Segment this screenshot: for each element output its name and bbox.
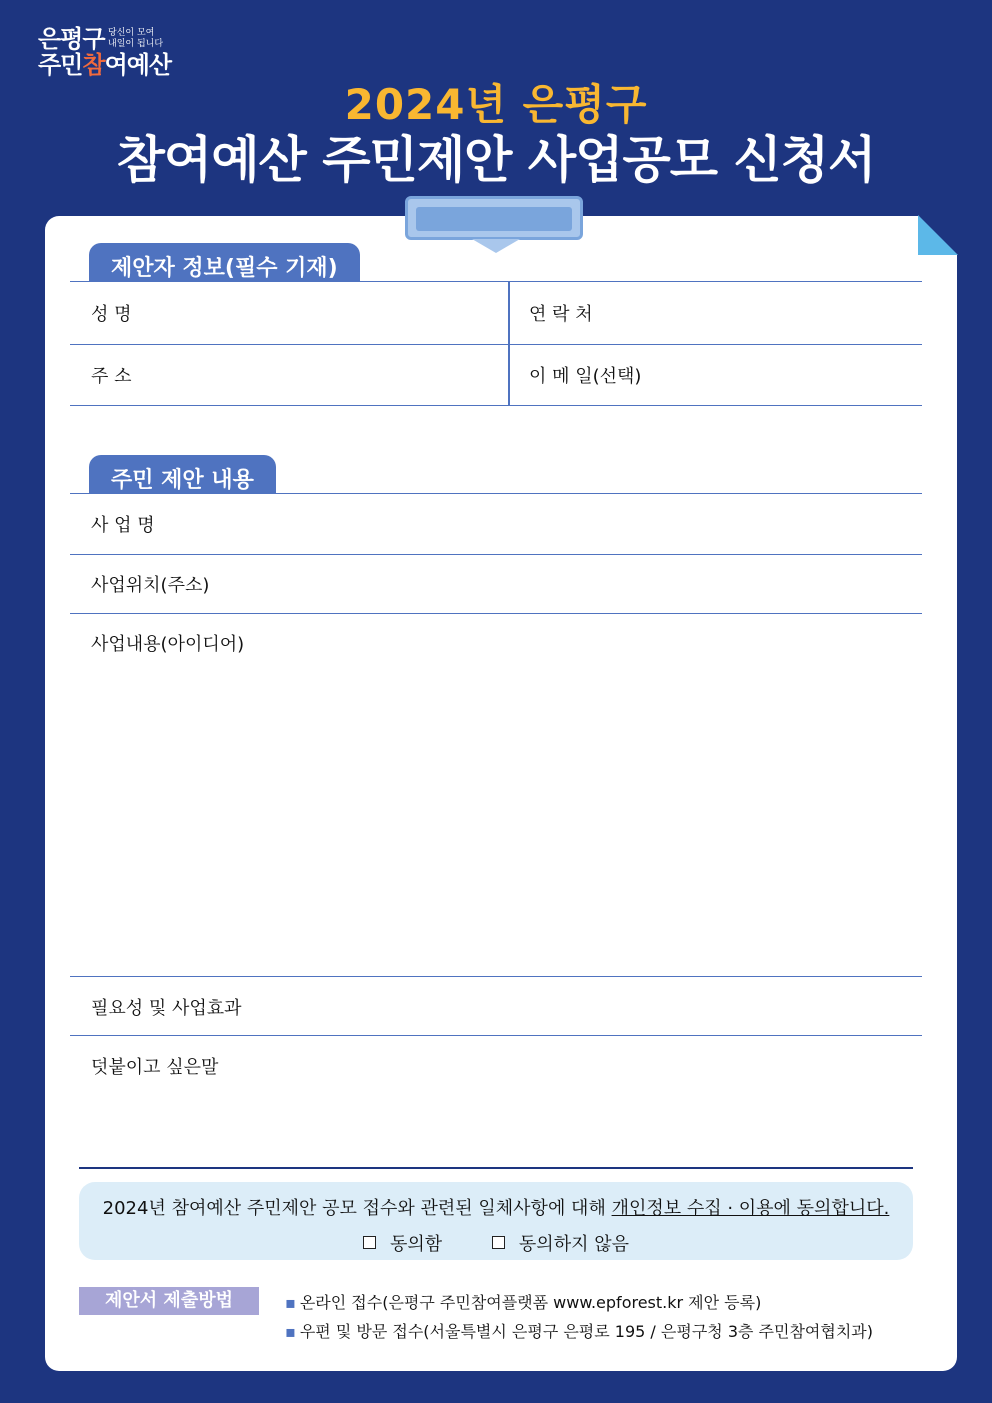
name-label: 성 명 [91, 304, 132, 325]
logo-line2-accent: 참 [82, 51, 105, 79]
consent-box [79, 1182, 913, 1260]
clip-decoration [405, 196, 583, 240]
divider [70, 344, 922, 345]
year-title: 2024년 은평구 [344, 80, 648, 129]
consent-message: 2024년 참여예산 주민제안 공모 접수와 관련된 일체사항에 대해 개인정보 수집 · 이용에 동의합니다. [102, 1198, 890, 1219]
submission-method-mail: ▪ 우편 및 방문 접수(서울특별시 은평구 은평로 195 / 은평구청 3층 주민참여협치과) [285, 1322, 873, 1341]
logo-tagline-2: 내일이 됩니다 [108, 39, 164, 49]
disagree-checkbox[interactable] [492, 1236, 505, 1249]
project-content-label: 사업내용(아이디어) [91, 634, 245, 655]
divider [70, 613, 922, 614]
consent-divider [79, 1167, 913, 1169]
divider [70, 281, 922, 282]
divider [70, 405, 922, 406]
bullet-icon: ▪ [285, 1293, 296, 1312]
form-sheet [45, 216, 957, 1371]
divider [70, 1035, 922, 1036]
divider [70, 976, 922, 977]
agree-option[interactable]: 동의함 [363, 1230, 442, 1256]
main-title: 참여예산 주민제안 사업공모 신청서 [116, 131, 876, 189]
project-location-label: 사업위치(주소) [91, 575, 210, 596]
remarks-label: 덧붙이고 싶은말 [91, 1057, 219, 1078]
logo-tagline [108, 28, 163, 50]
proposal-content-tab: 주민 제안 내용 [89, 455, 276, 493]
column-divider [508, 281, 510, 405]
submission-method-tab: 제안서 제출방법 [79, 1287, 259, 1315]
email-label: 이 메 일(선택) [529, 366, 642, 387]
submission-method-online: ▪ 온라인 접수(은평구 주민참여플랫폼 www.epforest.kr 제안 등록) [285, 1293, 762, 1312]
address-label: 주 소 [91, 366, 132, 387]
page-fold [918, 215, 958, 255]
proposer-info-tab: 제안자 정보(필수 기재) [89, 243, 360, 281]
divider [70, 554, 922, 555]
bullet-icon: ▪ [285, 1322, 296, 1341]
necessity-label: 필요성 및 사업효과 [91, 998, 242, 1019]
logo-line1: 은평구 [38, 25, 105, 53]
logo-tagline-1: 당신이 모여 [108, 28, 155, 38]
disagree-option[interactable]: 동의하지 않음 [492, 1230, 629, 1256]
logo [38, 26, 171, 78]
divider [70, 493, 922, 494]
consent-options [79, 1230, 913, 1256]
logo-line2-pre: 주민 [38, 51, 83, 79]
agree-checkbox[interactable] [363, 1236, 376, 1249]
consent-message-underlined: 개인정보 수집 · 이용에 동의합니다. [611, 1198, 890, 1219]
logo-line2-post: 여예산 [104, 51, 172, 79]
project-name-label: 사 업 명 [91, 515, 155, 536]
contact-label: 연 락 처 [529, 304, 593, 325]
